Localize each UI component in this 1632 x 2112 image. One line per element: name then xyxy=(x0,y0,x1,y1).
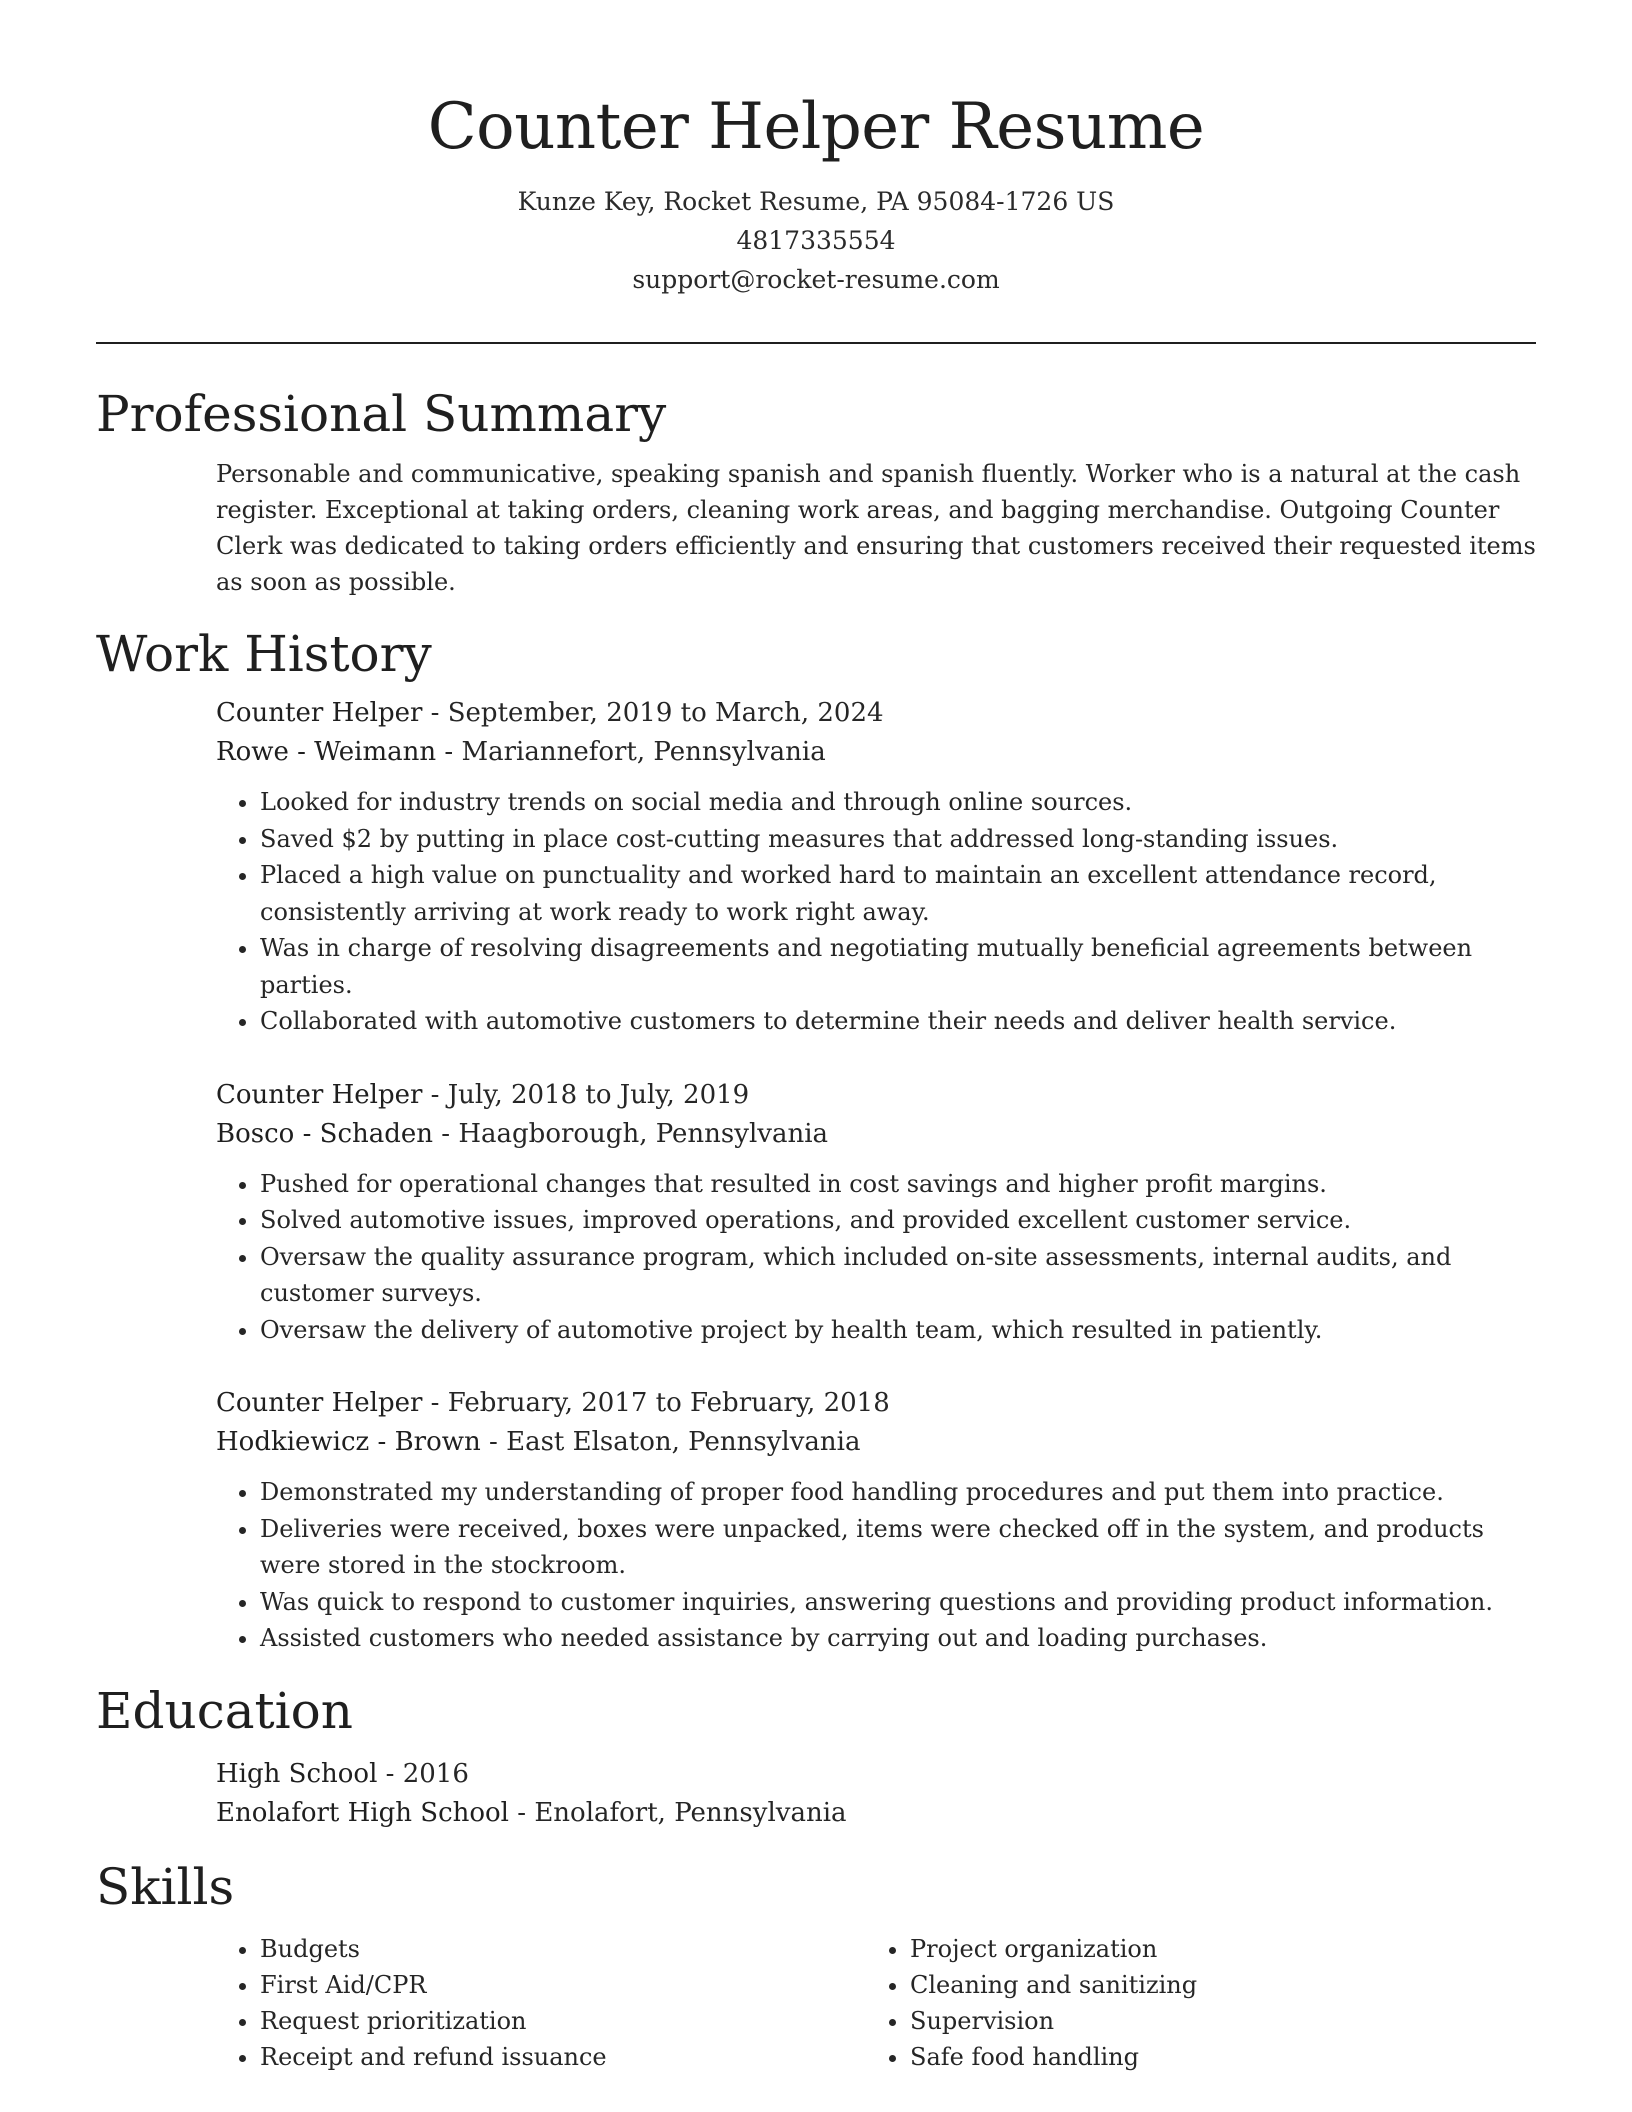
skills-column-right xyxy=(866,1931,1516,2075)
job-bullets xyxy=(216,784,1536,1040)
job-bullet: • Pushed for operational changes that resulted in cost savings and higher profit margins. xyxy=(260,1166,1536,1203)
header-divider xyxy=(96,342,1536,344)
education-location: Enolafort, Pennsylvania xyxy=(534,1797,847,1828)
job-bullet: • Oversaw the delivery of automotive project by health team, which resulted in patiently. xyxy=(260,1312,1536,1349)
skill-item: • Budgets xyxy=(260,1931,866,1967)
job-title-line xyxy=(216,1384,1536,1423)
job-company: Hodkiewicz - Brown xyxy=(216,1427,481,1457)
job-title-line xyxy=(216,1076,1536,1115)
job-bullets xyxy=(216,1474,1536,1657)
job-entry xyxy=(216,1076,1536,1349)
education-year: 2016 xyxy=(402,1758,469,1789)
job-bullet: • Oversaw the quality assurance program, which included on-site assessments, internal audits, and customer surveys. xyxy=(260,1239,1536,1312)
job-bullet: • Demonstrated my understanding of proper food handling procedures and put them into practice. xyxy=(260,1474,1536,1511)
job-company: Bosco - Schaden xyxy=(216,1118,434,1149)
job-dates: September, 2019 to March, 2024 xyxy=(447,698,884,728)
resume-content xyxy=(96,380,1536,2075)
summary-heading: Professional Summary xyxy=(96,385,667,443)
work-history-heading: Work History xyxy=(96,625,432,683)
education-degree: High School xyxy=(216,1758,378,1789)
contact-phone: 4817335554 xyxy=(736,226,896,255)
job-location: East Elsaton, Pennsylvania xyxy=(506,1427,861,1457)
job-bullets xyxy=(216,1166,1536,1349)
job-company-line xyxy=(216,1423,1536,1462)
skills-column-left xyxy=(216,1931,866,2075)
job-location: Mariannefort, Pennsylvania xyxy=(461,737,826,767)
job-separator: - xyxy=(422,1079,448,1110)
skills-list-left xyxy=(216,1931,866,2075)
job-separator: - xyxy=(422,1388,448,1418)
job-position: Counter Helper xyxy=(216,1079,423,1110)
job-entry xyxy=(216,1384,1536,1657)
contact-block xyxy=(0,182,1632,299)
contact-email: support@rocket-resume.com xyxy=(632,265,1000,294)
skill-item: • Safe food handling xyxy=(910,2039,1516,2075)
skills-heading: Skills xyxy=(96,1857,235,1916)
job-title-line xyxy=(216,694,1536,733)
skill-item: • First Aid/CPR xyxy=(260,1967,866,2003)
job-bullet: • Collaborated with automotive customers to determine their needs and deliver health service. xyxy=(260,1003,1536,1040)
skill-item: • Request prioritization xyxy=(260,2003,866,2039)
job-dates: February, 2017 to February, 2018 xyxy=(447,1388,890,1418)
skill-item: • Project organization xyxy=(910,1931,1516,1967)
job-bullet: • Assisted customers who needed assistance by carrying out and loading purchases. xyxy=(260,1620,1536,1657)
job-separator: - xyxy=(436,737,462,767)
job-position: Counter Helper xyxy=(216,698,423,728)
job-company-line xyxy=(216,1115,1536,1154)
job-bullet: • Saved $2 by putting in place cost-cutting measures that addressed long-standing issues. xyxy=(260,821,1536,858)
job-bullet: • Was in charge of resolving disagreements and negotiating mutually beneficial agreements between parties. xyxy=(260,930,1536,1003)
job-bullet: • Was quick to respond to customer inquiries, answering questions and providing product information. xyxy=(260,1584,1536,1621)
resume-title: Counter Helper Resume xyxy=(427,90,1205,164)
education-section xyxy=(96,1677,1536,1853)
job-separator: - xyxy=(422,698,448,728)
job-separator: - xyxy=(433,1118,459,1149)
job-bullet: • Deliveries were received, boxes were unpacked, items were checked off in the system, and products were stored in the stockroom. xyxy=(260,1511,1536,1584)
skill-item: • Supervision xyxy=(910,2003,1516,2039)
summary-section xyxy=(96,380,1536,620)
job-location: Haagborough, Pennsylvania xyxy=(458,1118,829,1149)
skills-grid xyxy=(216,1921,1536,2075)
summary-text: Personable and communicative, speaking spanish and spanish fluently. Worker who is a natural at the cash register. Exceptional at taking orders, cleaning work areas, and bagging merchandise. Outgoing Counter Clerk was dedicated to taking orders efficiently and ensuring that customers received their requested items as soon as possible. xyxy=(216,460,1536,596)
job-bullet: • Solved automotive issues, improved operations, and provided excellent customer service. xyxy=(260,1202,1536,1239)
job-company-line xyxy=(216,733,1536,772)
work-history-section xyxy=(96,620,1536,1677)
skill-item: • Receipt and refund issuance xyxy=(260,2039,866,2075)
job-bullet: • Placed a high value on punctuality and worked hard to maintain an excellent attendance record, consistently arriving at work ready to work right away. xyxy=(260,857,1536,930)
job-list xyxy=(216,694,1536,1657)
job-position: Counter Helper xyxy=(216,1388,423,1418)
education-heading: Education xyxy=(96,1681,353,1740)
job-dates: July, 2018 to July, 2019 xyxy=(447,1079,750,1110)
job-entry xyxy=(216,694,1536,1040)
job-bullet: • Looked for industry trends on social media and through online sources. xyxy=(260,784,1536,821)
skills-list-right xyxy=(866,1931,1516,2075)
skills-section xyxy=(96,1853,1536,2075)
job-separator: - xyxy=(480,1427,507,1457)
education-school-line xyxy=(216,1794,1536,1833)
skill-item: • Cleaning and sanitizing xyxy=(910,1967,1516,2003)
education-degree-line xyxy=(216,1755,1536,1794)
education-separator: - xyxy=(377,1758,403,1789)
education-separator: - xyxy=(509,1797,535,1828)
resume-header xyxy=(0,0,1632,299)
job-company: Rowe - Weimann xyxy=(216,737,437,767)
education-school: Enolafort High School xyxy=(216,1797,509,1828)
contact-address: Kunze Key, Rocket Resume, PA 95084-1726 US xyxy=(517,187,1115,216)
